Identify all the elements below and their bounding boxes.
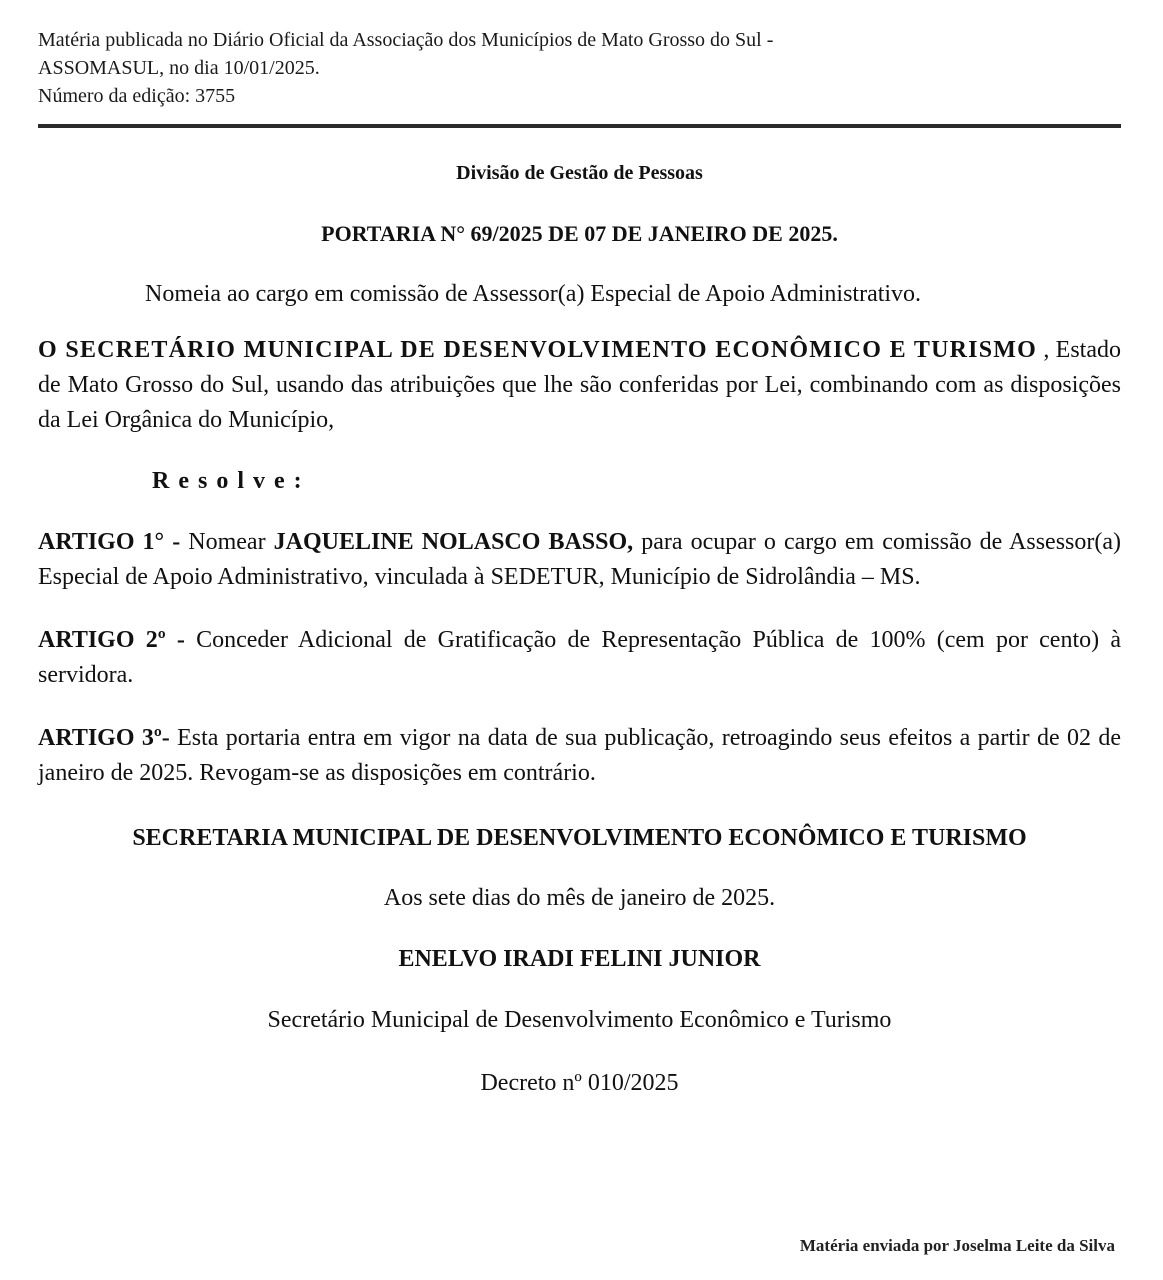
article-3 [38,721,1121,791]
article-2-text: Conceder Adicional de Gratificação de Representação Pública de 100% (cem por cento) à servidora. [38,627,1121,688]
decree-reference: Decreto nº 010/2025 [480,1070,679,1096]
sent-by-note: Matéria enviada por Joselma Leite da Silva [799,1236,1115,1255]
article-1-appointee-name: JAQUELINE NOLASCO BASSO, [273,529,634,555]
signer-name: ENELVO IRADI FELINI JUNIOR [398,946,761,972]
portaria-title: PORTARIA N° 69/2025 DE 07 DE JANEIRO DE 2025. [321,221,838,246]
header-divider [38,124,1121,128]
article-1-text-after: para ocupar o cargo em comissão de Assessor(a) Especial de Apoio Administrativo, vinculada à SEDETUR, Município de Sidrolândia – MS. [38,529,1122,590]
header-line-date: ASSOMASUL, no dia 10/01/2025. [38,57,320,79]
document-page [38,26,1121,1097]
secretariat-name: SECRETARIA MUNICIPAL DE DESENVOLVIMENTO ECONÔMICO E TURISMO [132,825,1027,851]
signer-role: Secretário Municipal de Desenvolvimento Econômico e Turismo [267,1007,892,1033]
preamble-text: , Estado de Mato Grosso do Sul, usando das atribuições que lhe são conferidas por Lei, combinando com as disposições da Lei Orgânica do Município, [38,337,1121,433]
article-1 [38,525,1121,595]
article-3-label: ARTIGO 3º- [38,725,170,751]
article-2-label: ARTIGO 2º - [38,627,185,653]
preamble-authority: O SECRETÁRIO MUNICIPAL DE DESENVOLVIMENTO ECONÔMICO E TURISMO [38,337,1037,363]
article-2 [38,623,1121,693]
ementa: Nomeia ao cargo em comissão de Assessor(a) Especial de Apoio Administrativo. [145,281,922,307]
header-line-edition: Número da edição: 3755 [38,85,236,107]
preamble [38,333,1121,438]
publication-header [38,26,1121,110]
resolve-heading: Resolve: [152,468,311,494]
date-line: Aos sete dias do mês de janeiro de 2025. [383,885,776,911]
header-line-publication: Matéria publicada no Diário Oficial da Associação dos Municípios de Mato Grosso do Sul - [38,29,774,51]
division-title: Divisão de Gestão de Pessoas [456,162,703,184]
article-3-text: Esta portaria entra em vigor na data de sua publicação, retroagindo seus efeitos a partir de 02 de janeiro de 2025. Revogam-se as disposições em contrário. [38,725,1122,786]
article-1-text-before: Nomear [180,529,274,555]
article-1-label: ARTIGO 1° - [38,529,181,555]
